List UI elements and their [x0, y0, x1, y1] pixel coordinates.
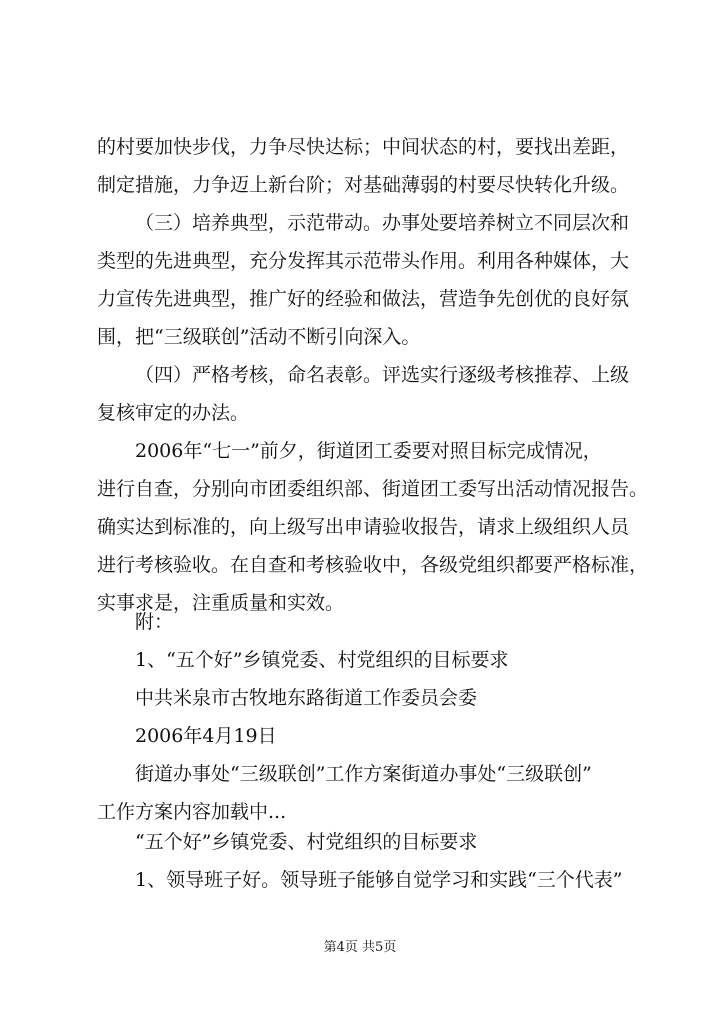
- paragraph-goal-one: [97, 861, 657, 899]
- paragraph-attachment-label: [97, 603, 657, 641]
- text-line: 1、领导班子好。领导班子能够自觉学习和实践“三个代表”: [135, 869, 623, 891]
- text-line: 进行考核验收。在自查和考核验收中，各级党组织都要严格标准，: [97, 554, 649, 576]
- text-line: 确实达到标准的，向上级写出申请验收报告，请求上级组织人员: [97, 516, 630, 538]
- text-line: 附：: [135, 611, 174, 633]
- text-line: 力宣传先进典型，推广好的经验和做法，营造争先创优的良好氛: [97, 288, 630, 310]
- text-line: 的村要加快步伐，力争尽快达标；中间状态的村，要找出差距，: [97, 136, 630, 158]
- text-line: 2006年4月19日: [135, 725, 277, 747]
- paragraph-village-progress: [97, 128, 657, 204]
- paragraph-self-check: [97, 432, 657, 622]
- paragraph-loading-note: [97, 755, 657, 831]
- paragraph-section-four: [97, 356, 657, 432]
- text-line: “五个好”乡镇党委、村党组织的目标要求: [135, 831, 478, 853]
- text-line: （三）培养典型，示范带动。办事处要培养树立不同层次和: [135, 212, 630, 234]
- text-line: 工作方案内容加载中...: [97, 801, 287, 823]
- paragraph-attachment-item: [97, 641, 657, 679]
- paragraph-goals-heading: [97, 823, 657, 861]
- paragraph-date: [97, 717, 657, 755]
- text-line: 街道办事处“三级联创”工作方案街道办事处“三级联创”: [135, 763, 592, 785]
- text-line: 类型的先进典型，充分发挥其示范带头作用。利用各种媒体，大: [97, 250, 630, 272]
- text-line: 2006年“七一”前夕，街道团工委要对照目标完成情况，: [135, 440, 602, 462]
- text-line: 进行自查，分别向市团委组织部、街道团工委写出活动情况报告。: [97, 478, 649, 500]
- text-line: 复核审定的办法。: [97, 402, 250, 424]
- text-line: 实事求是，注重质量和实效。: [97, 592, 345, 614]
- text-line: 1、“五个好”乡镇党委、村党组织的目标要求: [135, 649, 509, 671]
- text-line: 中共米泉市古牧地东路街道工作委员会委: [135, 687, 478, 709]
- text-line: 围，把“三级联创”活动不断引向深入。: [97, 326, 421, 348]
- paragraph-section-three: [97, 204, 657, 356]
- text-line: 制定措施，力争迈上新台阶；对基础薄弱的村要尽快转化升级。: [97, 174, 630, 196]
- page-number-footer: 第4页 共5页: [323, 940, 397, 955]
- paragraph-signatory: [97, 679, 657, 717]
- text-line: （四）严格考核，命名表彰。评选实行逐级考核推荐、上级: [135, 364, 630, 386]
